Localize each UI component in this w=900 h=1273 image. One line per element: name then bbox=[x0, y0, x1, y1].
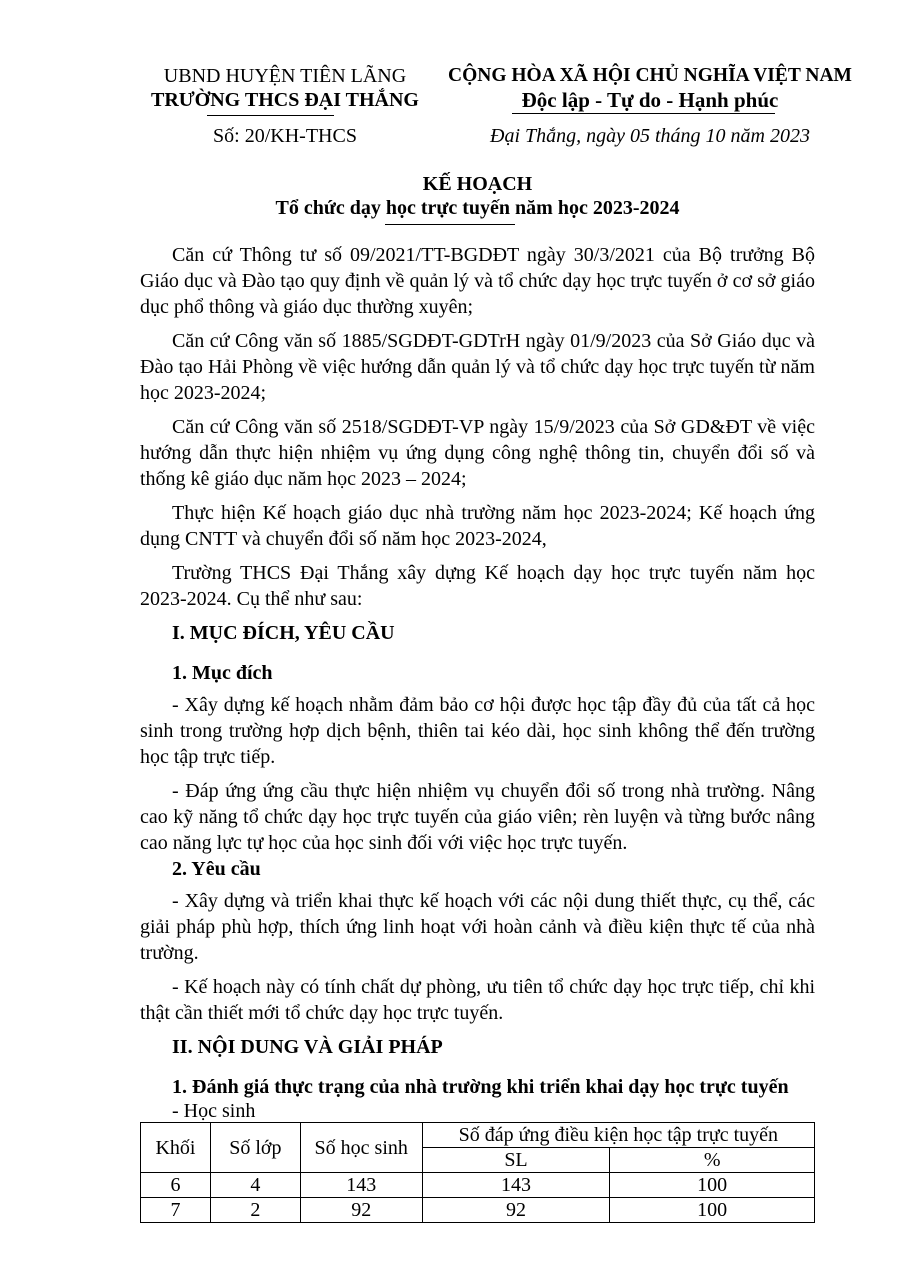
header-classes: Số lớp bbox=[210, 1123, 300, 1173]
issuer-district: UBND HUYỆN TIÊN LÃNG bbox=[163, 65, 407, 87]
header-students: Số học sinh bbox=[300, 1123, 422, 1173]
purpose-item: - Đáp ứng ứng cầu thực hiện nhiệm vụ chuyển đổi số trong nhà trường. Nâng cao kỹ năng tổ chức dạy học trực tuyến của giáo viên; rèn luyện và từng bước nâng cao năng lực tự học của học sinh đối với việc học trực tuyến. bbox=[140, 780, 815, 854]
doc-subtitle: Tổ chức dạy học trực tuyến năm học 2023-2024 bbox=[275, 197, 680, 219]
section-1-heading: I. MỤC ĐÍCH, YÊU CẦU bbox=[172, 622, 395, 644]
header-percent: % bbox=[610, 1148, 815, 1173]
students-table bbox=[140, 1122, 815, 1223]
doc-title: KẾ HOẠCH bbox=[422, 173, 533, 195]
purpose-item: - Xây dựng kế hoạch nhằm đảm bảo cơ hội được học tập đầy đủ của tất cả học sinh trong trường hợp dịch bệnh, thiên tai kéo dài, học sinh không thể đến trường học tập trực tiếp. bbox=[140, 694, 815, 768]
paragraph-legal-basis-1: Căn cứ Thông tư số 09/2021/TT-BGDĐT ngày 30/3/2021 của Bộ trưởng Bộ Giáo dục và Đào tạo quy định về quản lý và tổ chức dạy học trực tuyến ở cơ sở giáo dục phổ thông và giáo dục thường xuyên; bbox=[140, 244, 815, 318]
header-grade: Khối bbox=[141, 1123, 211, 1173]
paragraph-implementation: Thực hiện Kế hoạch giáo dục nhà trường năm học 2023-2024; Kế hoạch ứng dụng CNTT và chuyển đổi số năm học 2023-2024, bbox=[140, 502, 815, 550]
country-name: CỘNG HÒA XÃ HỘI CHỦ NGHĨA VIỆT NAM bbox=[448, 65, 852, 86]
table-row bbox=[141, 1198, 815, 1223]
requirement-item: - Xây dựng và triển khai thực kế hoạch với các nội dung thiết thực, cụ thể, các giải pháp phù hợp, thích ứng linh hoạt với hoàn cảnh và điều kiện thực tế của nhà trường. bbox=[140, 890, 815, 964]
issuer-block bbox=[140, 64, 430, 112]
section-1-sub-1: 1. Mục đích bbox=[172, 662, 273, 684]
cell-classes: 2 bbox=[210, 1198, 300, 1223]
requirement-item: - Kế hoạch này có tính chất dự phòng, ưu tiên tổ chức dạy học trực tiếp, chỉ khi thật cần thiết mới tổ chức dạy học trực tuyến. bbox=[140, 976, 815, 1024]
cell-percent: 100 bbox=[610, 1198, 815, 1223]
section-2-heading: II. NỘI DUNG VÀ GIẢI PHÁP bbox=[172, 1036, 443, 1058]
header-count: SL bbox=[422, 1148, 610, 1173]
issuer-school: TRƯỜNG THCS ĐẠI THẮNG bbox=[150, 89, 419, 111]
motto: Độc lập - Tự do - Hạnh phúc bbox=[521, 88, 779, 112]
header-qualified: Số đáp ứng điều kiện học tập trực tuyến bbox=[422, 1123, 814, 1148]
issuer-underline bbox=[207, 115, 334, 116]
cell-percent: 100 bbox=[610, 1173, 815, 1198]
title-underline bbox=[385, 224, 515, 225]
place-date: Đại Thắng, ngày 05 tháng 10 năm 2023 bbox=[490, 125, 810, 147]
section-1-sub-2: 2. Yêu cầu bbox=[172, 858, 261, 880]
table-header-row bbox=[141, 1123, 815, 1148]
section-2-sub-1: 1. Đánh giá thực trạng của nhà trường khi triển khai dạy học trực tuyến bbox=[172, 1076, 789, 1098]
students-label: - Học sinh bbox=[172, 1100, 256, 1122]
document-body bbox=[140, 242, 815, 1223]
table-row bbox=[141, 1173, 815, 1198]
cell-count: 143 bbox=[422, 1173, 610, 1198]
cell-students: 143 bbox=[300, 1173, 422, 1198]
cell-students: 92 bbox=[300, 1198, 422, 1223]
cell-count: 92 bbox=[422, 1198, 610, 1223]
doc-number: Số: 20/KH-THCS bbox=[213, 125, 357, 147]
paragraph-intro: Trường THCS Đại Thắng xây dựng Kế hoạch dạy học trực tuyến năm học 2023-2024. Cụ thể như sau: bbox=[140, 562, 815, 610]
cell-grade: 7 bbox=[141, 1198, 211, 1223]
national-header bbox=[430, 64, 870, 112]
paragraph-legal-basis-3: Căn cứ Công văn số 2518/SGDĐT-VP ngày 15/9/2023 của Sở GD&ĐT về việc hướng dẫn thực hiện nhiệm vụ ứng dụng công nghệ thông tin, chuyển đổi số và thống kê giáo dục năm học 2023 – 2024; bbox=[140, 416, 815, 490]
paragraph-legal-basis-2: Căn cứ Công văn số 1885/SGDĐT-GDTrH ngày 01/9/2023 của Sở Giáo dục và Đào tạo Hải Phòng về việc hướng dẫn quản lý và tổ chức dạy học trực tuyến từ năm học 2023-2024; bbox=[140, 330, 815, 404]
motto-underline bbox=[512, 113, 775, 114]
cell-grade: 6 bbox=[141, 1173, 211, 1198]
cell-classes: 4 bbox=[210, 1173, 300, 1198]
